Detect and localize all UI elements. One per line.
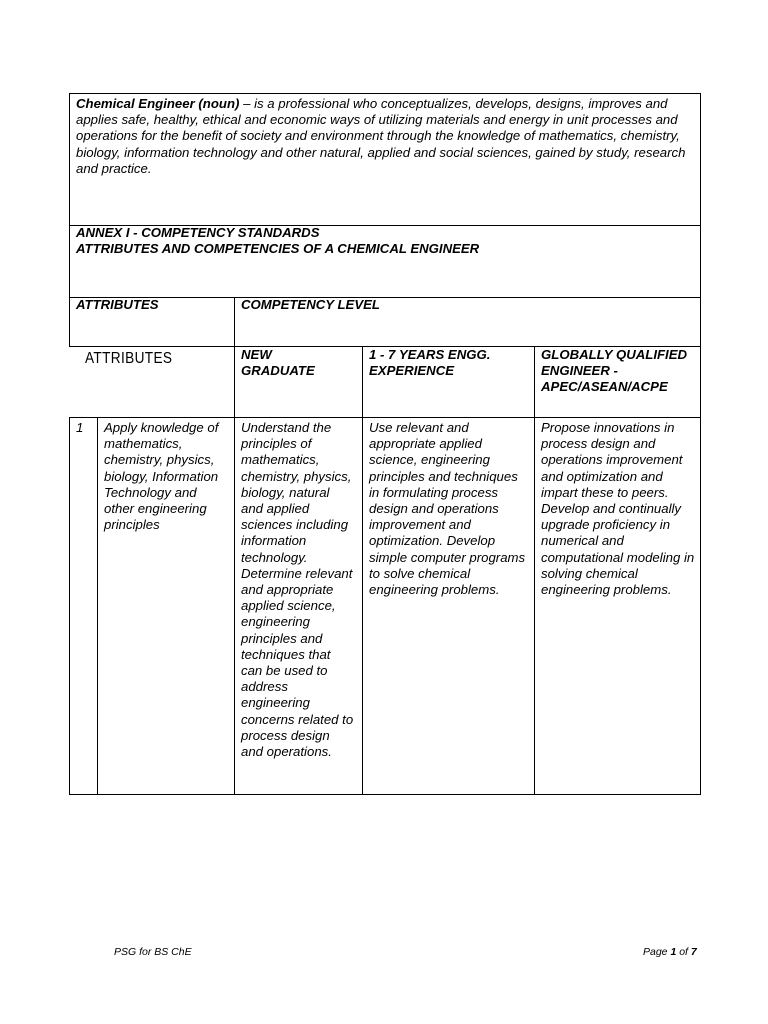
row-number: 1 bbox=[76, 420, 84, 435]
row-global-cell bbox=[534, 417, 701, 795]
page-current: 1 bbox=[670, 946, 677, 958]
page-total: 7 bbox=[690, 946, 697, 958]
annex-line-1: ANNEX I - COMPETENCY STANDARDS bbox=[76, 225, 320, 240]
col-experience: 1 - 7 YEARS ENGG. EXPERIENCE bbox=[369, 347, 491, 379]
attributes-subheader: ATTRIBUTES bbox=[85, 350, 173, 367]
subheader-global-cell bbox=[534, 346, 701, 418]
row-experience: Use relevant and appropriate applied science, engineering principles and techniques in formulating process design and operations improvement and optimization. Develop simple computer programs to solve chemical engineering problems. bbox=[369, 420, 526, 598]
subheader-new-graduate-cell bbox=[234, 346, 363, 418]
row-attribute-cell bbox=[97, 417, 235, 795]
col-global: GLOBALLY QUALIFIED ENGINEER - APEC/ASEAN/ACPE bbox=[541, 347, 688, 395]
footer-left: PSG for BS ChE bbox=[114, 946, 192, 958]
attributes-header: ATTRIBUTES bbox=[76, 297, 159, 312]
header-attributes-cell bbox=[69, 297, 235, 347]
row-attribute: Apply knowledge of mathematics, chemistry, physics, biology, Information Technology and other engineering principles bbox=[104, 420, 219, 533]
page-prefix: Page bbox=[643, 946, 671, 958]
annex-line-2: ATTRIBUTES AND COMPETENCIES OF A CHEMICAL ENGINEER bbox=[76, 241, 480, 257]
subheader-divider bbox=[69, 346, 193, 347]
row-global: Propose innovations in process design and operations improvement and optimization and impart these to peers. Develop and continually upgrade proficiency in numerical and computational modeling in solving chemical engineering problems. bbox=[541, 420, 695, 598]
page-number bbox=[643, 946, 697, 958]
competency-level-header: COMPETENCY LEVEL bbox=[241, 297, 380, 312]
header-competency-cell bbox=[234, 297, 701, 347]
col-new-graduate: NEW GRADUATE bbox=[241, 347, 315, 379]
attributes-subheader-cell bbox=[69, 346, 235, 418]
definition-paragraph bbox=[76, 96, 694, 177]
subheader-experience-cell bbox=[362, 346, 535, 418]
definition-text: – is a professional who conceptualizes, develops, designs, improves and applies safe, healthy, ethical and economic ways of utilizing materials and energy in unit processes and operations for the benefit of society and environment through the knowledge of mathematics, chemistry, biology, information technology and other natural, applied and social sciences, gained by study, research and practice. bbox=[76, 96, 686, 176]
row-new-graduate-cell bbox=[234, 417, 363, 795]
annex-box bbox=[69, 225, 701, 298]
row-new-graduate: Understand the principles of mathematics, chemistry, physics, biology, natural and applied sciences including information technology. Determine relevant and appropriate applied science, engineering principles and techniques that can be used to address engineering concerns related to process design and operations. bbox=[241, 420, 354, 760]
definition-term: Chemical Engineer (noun) bbox=[76, 96, 240, 111]
page-of: of bbox=[676, 946, 691, 958]
row-experience-cell bbox=[362, 417, 535, 795]
annex-title bbox=[76, 225, 694, 257]
row-number-cell bbox=[69, 417, 98, 795]
definition-box bbox=[69, 93, 701, 226]
